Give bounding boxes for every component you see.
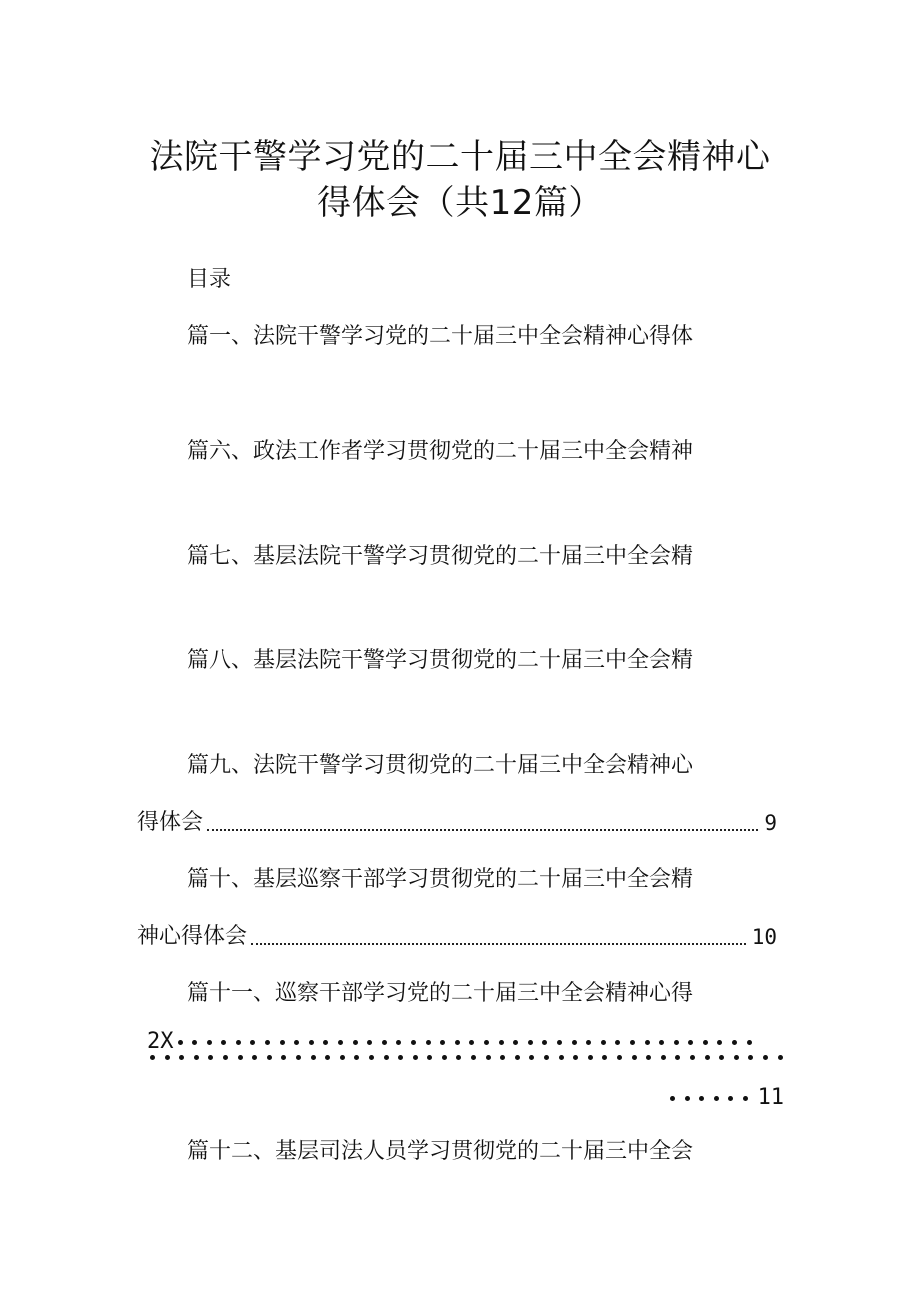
leader-dot bbox=[674, 1040, 679, 1045]
leader-dot bbox=[367, 1040, 372, 1045]
leader-dot bbox=[484, 1040, 489, 1045]
toc-entry-9[interactable]: 篇九、法院干警学习贯彻党的二十届三中全会精神心 bbox=[187, 753, 694, 778]
leader-dot bbox=[632, 1055, 637, 1060]
toc-entry-11-continuation: 2X bbox=[147, 1029, 174, 1054]
leader-dot bbox=[572, 1040, 577, 1045]
leader-dot bbox=[296, 1055, 301, 1060]
toc-entry-10[interactable]: 篇十、基层巡察干部学习贯彻党的二十届三中全会精 bbox=[187, 867, 694, 892]
leader-dot bbox=[455, 1040, 460, 1045]
leader-dot bbox=[705, 1055, 710, 1060]
leader-dot bbox=[734, 1055, 739, 1060]
toc-entry-11-leader-row3 bbox=[670, 1083, 784, 1113]
leader-dot bbox=[396, 1040, 401, 1045]
dot-leader bbox=[251, 943, 746, 945]
leader-dot bbox=[747, 1040, 752, 1045]
leader-dot bbox=[250, 1040, 255, 1045]
leader-dot bbox=[338, 1040, 343, 1045]
leader-dot bbox=[646, 1055, 651, 1060]
leader-dot bbox=[763, 1055, 768, 1060]
leader-dot bbox=[281, 1055, 286, 1060]
leader-dot bbox=[267, 1055, 272, 1060]
leader-dot bbox=[469, 1040, 474, 1045]
leader-dot bbox=[748, 1055, 753, 1060]
toc-entry-12[interactable]: 篇十二、基层司法人员学习贯彻党的二十届三中全会 bbox=[187, 1139, 694, 1164]
leader-dot bbox=[559, 1055, 564, 1060]
toc-entry-6[interactable]: 篇六、政法工作者学习贯彻党的二十届三中全会精神 bbox=[187, 439, 694, 464]
dot-leader bbox=[207, 829, 758, 831]
toc-entry-10-page: 10 bbox=[751, 925, 777, 949]
leader-dot bbox=[542, 1040, 547, 1045]
leader-dot bbox=[442, 1055, 447, 1060]
leader-dot bbox=[398, 1055, 403, 1060]
bullet-leader bbox=[670, 1096, 758, 1101]
leader-dot bbox=[743, 1096, 748, 1101]
leader-dot bbox=[236, 1040, 241, 1045]
bullet-leader bbox=[178, 1040, 762, 1045]
leader-dot bbox=[728, 1096, 733, 1101]
leader-dot bbox=[165, 1055, 170, 1060]
leader-dot bbox=[675, 1055, 680, 1060]
leader-dot bbox=[382, 1040, 387, 1045]
leader-dot bbox=[426, 1040, 431, 1045]
leader-dot bbox=[615, 1040, 620, 1045]
leader-dot bbox=[685, 1096, 690, 1101]
toc-entry-11-page: 11 bbox=[757, 1085, 785, 1110]
leader-dot bbox=[515, 1055, 520, 1060]
toc-entry-11[interactable]: 篇十一、巡察干部学习党的二十届三中全会精神心得 bbox=[187, 981, 694, 1006]
leader-dot bbox=[325, 1055, 330, 1060]
leader-dot bbox=[323, 1040, 328, 1045]
leader-dot bbox=[411, 1040, 416, 1045]
leader-dot bbox=[440, 1040, 445, 1045]
leader-dot bbox=[659, 1040, 664, 1045]
document-title-line2: 得体会（共12篇） bbox=[317, 183, 603, 223]
leader-dot bbox=[311, 1055, 316, 1060]
leader-dot bbox=[645, 1040, 650, 1045]
leader-dot bbox=[223, 1055, 228, 1060]
leader-dot bbox=[486, 1055, 491, 1060]
toc-entry-7[interactable]: 篇七、基层法院干警学习贯彻党的二十届三中全会精 bbox=[187, 544, 694, 569]
leader-dot bbox=[369, 1055, 374, 1060]
leader-dot bbox=[557, 1040, 562, 1045]
leader-dot bbox=[340, 1055, 345, 1060]
leader-dot bbox=[588, 1055, 593, 1060]
bullet-leader bbox=[150, 1055, 792, 1060]
leader-dot bbox=[238, 1055, 243, 1060]
leader-dot bbox=[573, 1055, 578, 1060]
leader-dot bbox=[150, 1055, 155, 1060]
toc-entry-9-leader[interactable] bbox=[137, 808, 777, 838]
toc-entry-10-leader[interactable] bbox=[137, 922, 777, 952]
leader-dot bbox=[252, 1055, 257, 1060]
leader-dot bbox=[778, 1055, 783, 1060]
leader-dot bbox=[513, 1040, 518, 1045]
toc-label: 目录 bbox=[187, 267, 232, 292]
leader-dot bbox=[179, 1055, 184, 1060]
leader-dot bbox=[354, 1055, 359, 1060]
toc-entry-9-page: 9 bbox=[764, 811, 777, 835]
leader-dot bbox=[471, 1055, 476, 1060]
leader-dot bbox=[294, 1040, 299, 1045]
leader-dot bbox=[384, 1055, 389, 1060]
leader-dot bbox=[500, 1055, 505, 1060]
toc-entry-9-continuation: 得体会 bbox=[137, 810, 204, 835]
toc-entry-10-continuation: 神心得体会 bbox=[137, 924, 248, 949]
leader-dot bbox=[602, 1055, 607, 1060]
leader-dot bbox=[661, 1055, 666, 1060]
leader-dot bbox=[688, 1040, 693, 1045]
leader-dot bbox=[703, 1040, 708, 1045]
leader-dot bbox=[670, 1096, 675, 1101]
leader-dot bbox=[529, 1055, 534, 1060]
leader-dot bbox=[528, 1040, 533, 1045]
toc-entry-1[interactable]: 篇一、法院干警学习党的二十届三中全会精神心得体 bbox=[187, 324, 694, 349]
leader-dot bbox=[544, 1055, 549, 1060]
toc-entry-11-leader-row1 bbox=[147, 1027, 761, 1057]
leader-dot bbox=[719, 1055, 724, 1060]
leader-dot bbox=[630, 1040, 635, 1045]
leader-dot bbox=[309, 1040, 314, 1045]
leader-dot bbox=[265, 1040, 270, 1045]
toc-entry-11-leader-row2 bbox=[150, 1055, 792, 1060]
leader-dot bbox=[732, 1040, 737, 1045]
leader-dot bbox=[717, 1040, 722, 1045]
leader-dot bbox=[617, 1055, 622, 1060]
leader-dot bbox=[194, 1055, 199, 1060]
leader-dot bbox=[413, 1055, 418, 1060]
leader-dot bbox=[714, 1096, 719, 1101]
leader-dot bbox=[499, 1040, 504, 1045]
leader-dot bbox=[601, 1040, 606, 1045]
leader-dot bbox=[280, 1040, 285, 1045]
leader-dot bbox=[221, 1040, 226, 1045]
leader-dot bbox=[586, 1040, 591, 1045]
leader-dot bbox=[208, 1055, 213, 1060]
leader-dot bbox=[690, 1055, 695, 1060]
leader-dot bbox=[427, 1055, 432, 1060]
leader-dot bbox=[353, 1040, 358, 1045]
leader-dot bbox=[456, 1055, 461, 1060]
leader-dot bbox=[178, 1040, 183, 1045]
leader-dot bbox=[699, 1096, 704, 1101]
document-title-line1: 法院干警学习党的二十届三中全会精神心 bbox=[149, 137, 771, 177]
leader-dot bbox=[192, 1040, 197, 1045]
leader-dot bbox=[207, 1040, 212, 1045]
toc-entry-8[interactable]: 篇八、基层法院干警学习贯彻党的二十届三中全会精 bbox=[187, 648, 694, 673]
